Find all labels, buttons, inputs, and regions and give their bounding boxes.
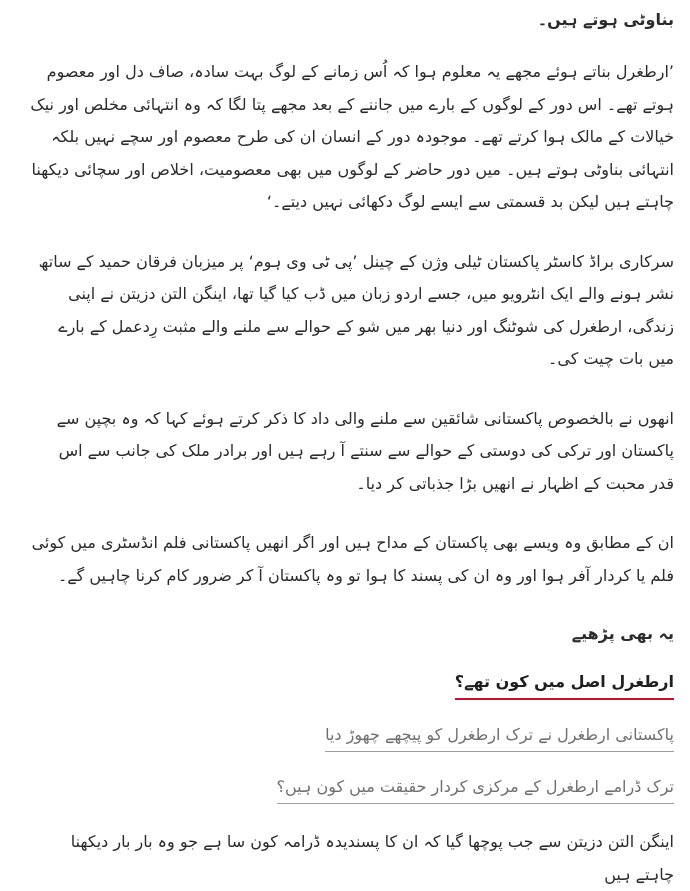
article-body	[30, 0, 674, 891]
see-also-heading: یہ بھی پڑھیے	[571, 624, 674, 643]
related-link-main-characters[interactable]: ترک ڈرامے ارطغرل کے مرکزی کردار حقیقت میں کون ہیں؟	[277, 773, 675, 804]
paragraph-trailing: اینگن التن دزیتن سے جب پوچھا گیا کہ ان کا پسندیدہ ڈرامہ کون سا ہے جو وہ بار بار دیکھنا چاہتے ہیں	[70, 832, 674, 884]
related-item	[30, 773, 674, 804]
paragraph-lead-tail: بناوٹی ہوتے ہیں۔	[537, 10, 674, 29]
paragraph-pakistan-fans: انھوں نے بالخصوص پاکستانی شائقین سے ملنے والی داد کا ذکر کرتے ہوئے کہا کہ وہ بچپن سے پاکستان اور ترکی کی دوستی کے حوالے سے سنتے آ رہے ہیں اور برادر ملک کی جانب سے اس قدر محبت کے اظہار نے انھیں بڑا جذباتی کر دیا۔	[56, 408, 674, 493]
related-item	[30, 721, 674, 752]
related-link-pakistani-ertugrul[interactable]: پاکستانی ارطغرل نے ترک ارطغرل کو پیچھے چھوڑ دیا	[325, 721, 674, 752]
paragraph-interview: سرکاری براڈ کاسٹر پاکستان ٹیلی وژن کے چینل ’پی ٹی وی ہوم‘ پر میزبان فرقان حمید کے ساتھ نشر ہونے والے ایک انٹرویو میں، جسے اردو زبان میں ڈب کیا گیا تھا، اینگن التن دزیتن نے اپنی زندگی، ارطغرل کی شوٹنگ اور دنیا بھر میں شو کے حوالے سے ملنے والے مثبت رِدعمل کے بارے میں بات چیت کی۔	[38, 251, 674, 368]
related-link-ertugrul-real[interactable]: ارطغرل اصل میں کون تھے؟	[455, 668, 674, 700]
paragraph-quote: ’ارطغرل بناتے ہوئے مجھے یہ معلوم ہوا کہ اُس زمانے کے لوگ بہت سادہ، صاف دل اور معصوم ہوتے تھے۔ اس دور کے لوگوں کے بارے میں جاننے کے بعد مجھے پتا لگا کہ وہ انتہائی مخلص اور نیک خیالات کے مالک ہوا کرتے تھے۔ موجودہ دور کے انسان ان کی طرح معصوم اور سچے نہیں بلکہ انتہائی بناوٹی ہوتے ہیں۔ میں دور حاضر کے لوگوں میں بھی معصومیت، اخلاص اور سچائی دیکھنا چاہتے ہیں لیکن بد قسمتی سے ایسے لوگ دکھائی نہیں دیتے۔‘	[30, 62, 674, 211]
related-item	[30, 668, 674, 700]
paragraph-film-offer: ان کے مطابق وہ ویسے بھی پاکستان کے مداح ہیں اور اگر انھیں پاکستانی فلم انڈسٹری میں کوئی فلم یا کردار آفر ہوا اور وہ ان کی پسند کا ہوا تو وہ پاکستان آ کر ضرور کام کرنا چاہیں گے۔	[31, 533, 674, 585]
